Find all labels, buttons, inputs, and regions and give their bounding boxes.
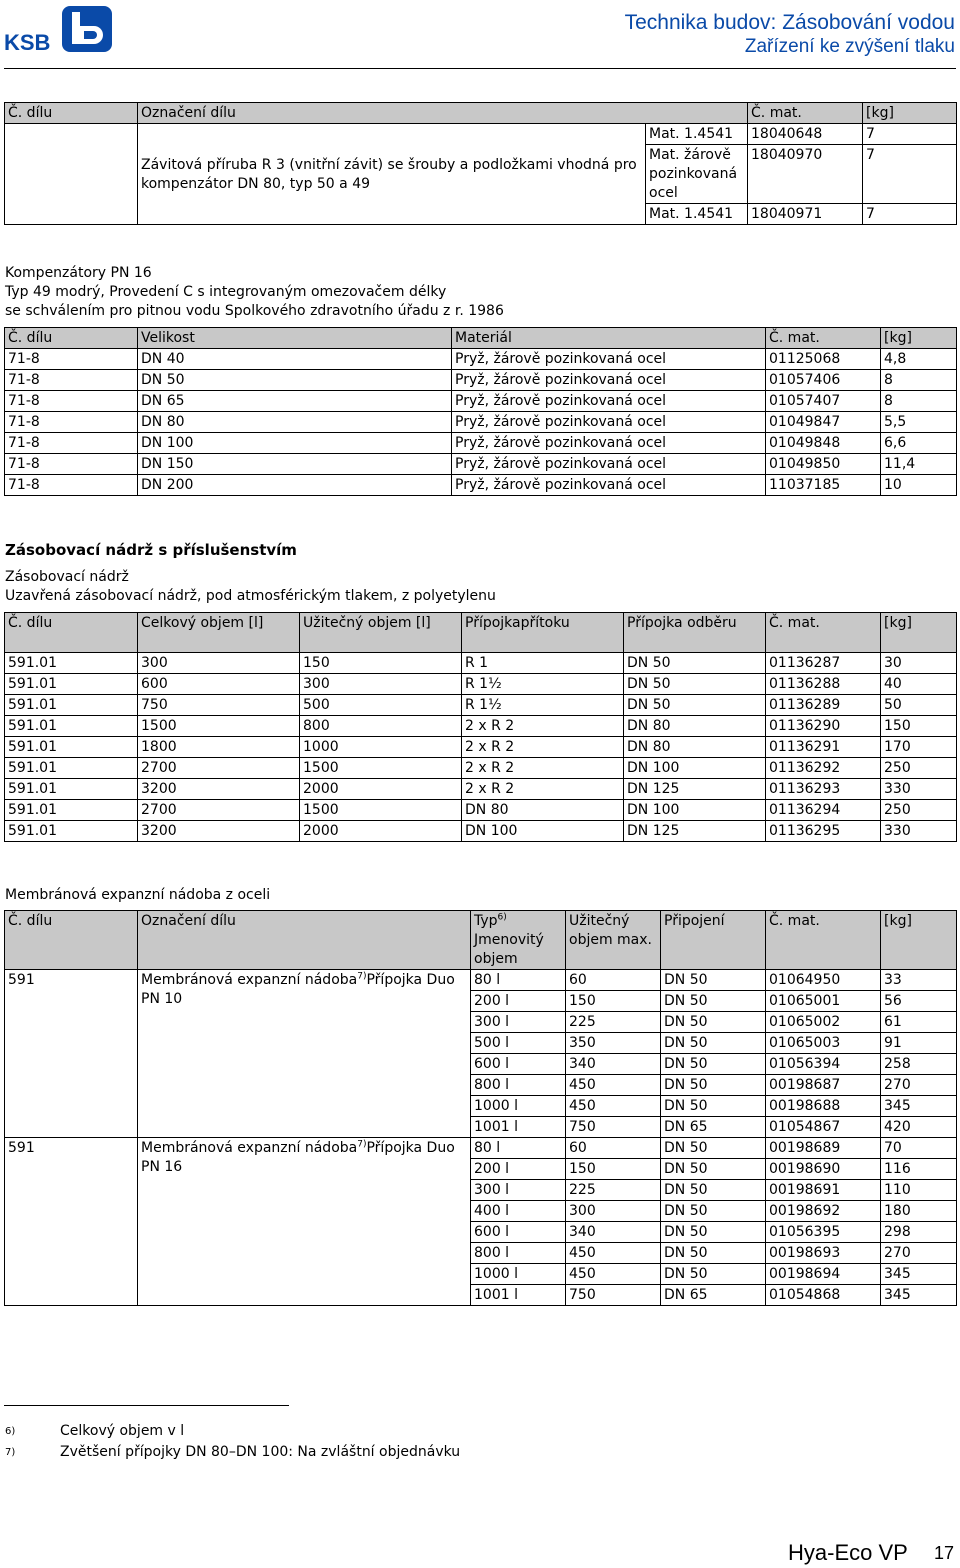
cell: DN 80 (624, 716, 766, 737)
col-header-useful-volume: Užitečný objem max. (566, 911, 661, 970)
cell: 800 l (471, 1075, 566, 1096)
cell: 2 x R 2 (462, 779, 624, 800)
cell: 591.01 (5, 695, 138, 716)
material-cell: Mat. žárově pozinkovaná ocel (646, 145, 748, 204)
cell: Pryž, žárově pozinkovaná ocel (452, 349, 766, 370)
col-header-connection: Připojení (661, 911, 766, 970)
col-header-size: Velikost (138, 328, 452, 349)
cell: DN 50 (138, 370, 452, 391)
cell: 01136293 (766, 779, 881, 800)
kg-cell: 7 (863, 145, 957, 204)
cell: 01064950 (766, 970, 881, 991)
cell: 340 (566, 1222, 661, 1243)
cell: 1500 (300, 758, 462, 779)
cell: 30 (881, 653, 957, 674)
cell: DN 50 (661, 1054, 766, 1075)
table-row (5, 391, 957, 412)
compensator-intro-1: Kompenzátory PN 16 (5, 265, 152, 281)
cell: 298 (881, 1222, 957, 1243)
col-header-kg: [kg] (881, 328, 957, 349)
cell: 1000 l (471, 1264, 566, 1285)
tank-description: Uzavřená zásobovací nádrž, pod atmosférickým tlakem, z polyetylenu (5, 588, 496, 604)
compensator-intro-2: Typ 49 modrý, Provedení C s integrovaným omezovačem délky (5, 284, 447, 300)
part-description: Závitová příruba R 3 (vnitřní závit) se šrouby a podložkami vhodná pro kompenzátor DN 80, typ 50 a 49 (138, 124, 646, 225)
cell: 1800 (138, 737, 300, 758)
cell: DN 50 (661, 991, 766, 1012)
cell: 01054867 (766, 1117, 881, 1138)
cell: DN 50 (661, 1264, 766, 1285)
cell: 800 (300, 716, 462, 737)
cell: 71-8 (5, 412, 138, 433)
col-header-mat-no: Č. mat. (766, 328, 881, 349)
part-number-cell: 591 (5, 1138, 138, 1306)
cell: DN 50 (661, 1201, 766, 1222)
col-header-designation: Označení dílu (138, 103, 748, 124)
designation-cell: Membránová expanzní nádoba$^{7)}$Přípojka Duo PN 16 (138, 1138, 471, 1306)
table-row (5, 433, 957, 454)
cell: 2700 (138, 758, 300, 779)
cell: R 1 (462, 653, 624, 674)
cell: 80 l (471, 970, 566, 991)
cell: 10 (881, 475, 957, 496)
table-row (5, 412, 957, 433)
cell: DN 150 (138, 454, 452, 475)
cell: 750 (138, 695, 300, 716)
cell: 40 (881, 674, 957, 695)
cell: 200 l (471, 991, 566, 1012)
cell: 345 (881, 1285, 957, 1306)
material-cell: Mat. 1.4541 (646, 204, 748, 225)
mat-no-cell: 18040970 (748, 145, 863, 204)
cell: 71-8 (5, 454, 138, 475)
cell: 420 (881, 1117, 957, 1138)
cell: 01049847 (766, 412, 881, 433)
cell: DN 50 (661, 1222, 766, 1243)
col-header-type: Typ$^{6)}$ Jmenovitý objem (471, 911, 566, 970)
cell: 71-8 (5, 475, 138, 496)
cell: 2 x R 2 (462, 716, 624, 737)
cell: 2 x R 2 (462, 737, 624, 758)
cell: 2700 (138, 800, 300, 821)
cell: 591.01 (5, 737, 138, 758)
cell: 591.01 (5, 800, 138, 821)
cell: DN 50 (624, 653, 766, 674)
table-header-row (5, 328, 957, 349)
cell: 1001 l (471, 1117, 566, 1138)
cell: DN 80 (462, 800, 624, 821)
cell: 450 (566, 1243, 661, 1264)
cell: DN 100 (462, 821, 624, 842)
cell: DN 50 (661, 1012, 766, 1033)
cell: 71-8 (5, 391, 138, 412)
table-row (5, 349, 957, 370)
cell: 330 (881, 779, 957, 800)
table-row (5, 1138, 957, 1159)
cell: 600 (138, 674, 300, 695)
cell: DN 50 (661, 1180, 766, 1201)
cell: 01136290 (766, 716, 881, 737)
cell: 5,5 (881, 412, 957, 433)
cell: 258 (881, 1054, 957, 1075)
cell: 450 (566, 1264, 661, 1285)
cell: Pryž, žárově pozinkovaná ocel (452, 475, 766, 496)
table-row (5, 779, 957, 800)
cell: 591.01 (5, 653, 138, 674)
table-header-row (5, 911, 957, 970)
ksb-logo-icon (60, 4, 114, 54)
page-number: 17 (934, 1543, 955, 1563)
cell: Pryž, žárově pozinkovaná ocel (452, 391, 766, 412)
cell: 1500 (138, 716, 300, 737)
cell: 750 (566, 1117, 661, 1138)
vessel-table (4, 910, 957, 1306)
cell: 1000 (300, 737, 462, 758)
cell: 600 l (471, 1222, 566, 1243)
section-title-tank: Zásobovací nádrž s příslušenstvím (5, 541, 297, 559)
cell: 01136295 (766, 821, 881, 842)
cell: 150 (300, 653, 462, 674)
cell: 300 (138, 653, 300, 674)
footnote-divider (4, 1405, 289, 1406)
table-row (5, 758, 957, 779)
tank-table (4, 612, 957, 842)
cell: DN 50 (661, 1138, 766, 1159)
cell: 71-8 (5, 349, 138, 370)
cell: 591.01 (5, 674, 138, 695)
document-subtitle: Zařízení ke zvýšení tlaku (744, 36, 955, 57)
cell: 60 (566, 1138, 661, 1159)
cell: 71-8 (5, 433, 138, 454)
cell: 500 l (471, 1033, 566, 1054)
col-header-designation: Označení dílu (138, 911, 471, 970)
cell: 340 (566, 1054, 661, 1075)
cell: 116 (881, 1159, 957, 1180)
cell: 2000 (300, 821, 462, 842)
cell: 500 (300, 695, 462, 716)
cell: 300 (566, 1201, 661, 1222)
cell: Pryž, žárově pozinkovaná ocel (452, 412, 766, 433)
cell: 01136288 (766, 674, 881, 695)
cell: 01125068 (766, 349, 881, 370)
cell: DN 100 (138, 433, 452, 454)
cell: 2000 (300, 779, 462, 800)
cell: DN 200 (138, 475, 452, 496)
cell: DN 50 (661, 1243, 766, 1264)
cell: DN 125 (624, 779, 766, 800)
cell: 150 (566, 991, 661, 1012)
cell: 8 (881, 391, 957, 412)
cell: 225 (566, 1180, 661, 1201)
cell: 800 l (471, 1243, 566, 1264)
cell: DN 50 (661, 1075, 766, 1096)
col-header-mat-no: Č. mat. (748, 103, 863, 124)
cell: 01056395 (766, 1222, 881, 1243)
cell: 1500 (300, 800, 462, 821)
cell: 250 (881, 800, 957, 821)
cell: 01049850 (766, 454, 881, 475)
cell: 71-8 (5, 370, 138, 391)
flange-table (4, 102, 957, 225)
footnote-6: 6) Celkový objem v l (5, 1423, 185, 1439)
cell: 300 l (471, 1012, 566, 1033)
col-header-part: Č. dílu (5, 911, 138, 970)
cell: 1000 l (471, 1096, 566, 1117)
table-row (5, 370, 957, 391)
cell: 250 (881, 758, 957, 779)
cell: DN 50 (624, 674, 766, 695)
cell: 80 l (471, 1138, 566, 1159)
mat-no-cell: 18040648 (748, 124, 863, 145)
cell: 200 l (471, 1159, 566, 1180)
table-header-row (5, 613, 957, 653)
cell: DN 125 (624, 821, 766, 842)
cell: 170 (881, 737, 957, 758)
cell: DN 65 (661, 1117, 766, 1138)
cell: 6,6 (881, 433, 957, 454)
cell: 591.01 (5, 716, 138, 737)
cell: 1001 l (471, 1285, 566, 1306)
header-divider (4, 68, 956, 69)
cell: 225 (566, 1012, 661, 1033)
cell: 56 (881, 991, 957, 1012)
cell: DN 65 (661, 1285, 766, 1306)
cell: 33 (881, 970, 957, 991)
cell: 01065001 (766, 991, 881, 1012)
cell: 8 (881, 370, 957, 391)
cell: 150 (566, 1159, 661, 1180)
cell: 750 (566, 1285, 661, 1306)
table-row (5, 475, 957, 496)
material-cell: Mat. 1.4541 (646, 124, 748, 145)
tank-subtitle: Zásobovací nádrž (5, 569, 129, 585)
cell: Pryž, žárově pozinkovaná ocel (452, 433, 766, 454)
col-header-inlet: Přípojkapřítoku (462, 613, 624, 653)
cell: DN 50 (661, 1033, 766, 1054)
table-row (5, 800, 957, 821)
table-row (5, 716, 957, 737)
mat-no-cell: 18040971 (748, 204, 863, 225)
compensator-intro-3: se schválením pro pitnou vodu Spolkového zdravotního úřadu z r. 1986 (5, 303, 504, 319)
cell: 110 (881, 1180, 957, 1201)
table-row (5, 674, 957, 695)
cell: 00198689 (766, 1138, 881, 1159)
cell: 50 (881, 695, 957, 716)
cell: DN 50 (661, 1096, 766, 1117)
cell: 01056394 (766, 1054, 881, 1075)
col-header-mat-no: Č. mat. (766, 911, 881, 970)
cell: 300 (300, 674, 462, 695)
cell: Pryž, žárově pozinkovaná ocel (452, 454, 766, 475)
cell: 270 (881, 1243, 957, 1264)
cell: 00198692 (766, 1201, 881, 1222)
col-header-kg: [kg] (881, 911, 957, 970)
vessel-table-body (5, 970, 957, 1306)
cell: 3200 (138, 821, 300, 842)
cell: 11037185 (766, 475, 881, 496)
col-header-part: Č. dílu (5, 103, 138, 124)
cell: 01136289 (766, 695, 881, 716)
cell: R 1½ (462, 674, 624, 695)
cell: 00198690 (766, 1159, 881, 1180)
cell: 01136287 (766, 653, 881, 674)
cell: 591.01 (5, 779, 138, 800)
vessel-title: Membránová expanzní nádoba z oceli (5, 887, 271, 903)
col-header-part: Č. dílu (5, 613, 138, 653)
table-header-row (5, 103, 957, 124)
cell: 61 (881, 1012, 957, 1033)
col-header-material: Materiál (452, 328, 766, 349)
cell: 180 (881, 1201, 957, 1222)
table-row (5, 695, 957, 716)
cell: DN 65 (138, 391, 452, 412)
cell: 4,8 (881, 349, 957, 370)
cell: 01054868 (766, 1285, 881, 1306)
cell: R 1½ (462, 695, 624, 716)
cell: 60 (566, 970, 661, 991)
table-row (5, 970, 957, 991)
cell: 01136294 (766, 800, 881, 821)
cell: 00198687 (766, 1075, 881, 1096)
cell: 450 (566, 1096, 661, 1117)
cell: 00198693 (766, 1243, 881, 1264)
cell: 300 l (471, 1180, 566, 1201)
cell: 01049848 (766, 433, 881, 454)
cell: 270 (881, 1075, 957, 1096)
cell: 2 x R 2 (462, 758, 624, 779)
cell: DN 50 (624, 695, 766, 716)
cell: 01136292 (766, 758, 881, 779)
kg-cell: 7 (863, 124, 957, 145)
cell: 01065002 (766, 1012, 881, 1033)
cell: 400 l (471, 1201, 566, 1222)
cell: 3200 (138, 779, 300, 800)
cell: Pryž, žárově pozinkovaná ocel (452, 370, 766, 391)
footer-product: Hya-Eco VP (788, 1540, 908, 1565)
col-header-total-volume: Celkový objem [l] (138, 613, 300, 653)
cell: 91 (881, 1033, 957, 1054)
cell: 01065003 (766, 1033, 881, 1054)
col-header-kg: [kg] (863, 103, 957, 124)
cell: 350 (566, 1033, 661, 1054)
cell: DN 40 (138, 349, 452, 370)
cell: 01136291 (766, 737, 881, 758)
cell: 345 (881, 1264, 957, 1285)
footnote-7: 7) Zvětšení přípojky DN 80–DN 100: Na zvláštní objednávku (5, 1444, 461, 1460)
cell: 00198688 (766, 1096, 881, 1117)
brand-logo-text: KSB (4, 30, 51, 55)
cell: DN 80 (138, 412, 452, 433)
table-row (5, 124, 957, 145)
cell: 450 (566, 1075, 661, 1096)
document-title: Technika budov: Zásobování vodou (624, 11, 955, 34)
cell: 01057407 (766, 391, 881, 412)
col-header-mat-no: Č. mat. (766, 613, 881, 653)
compensator-table (4, 327, 957, 496)
col-header-part: Č. dílu (5, 328, 138, 349)
table-row (5, 821, 957, 842)
cell: 00198691 (766, 1180, 881, 1201)
cell: 345 (881, 1096, 957, 1117)
part-number-cell: 591 (5, 970, 138, 1138)
cell: DN 80 (624, 737, 766, 758)
designation-cell: Membránová expanzní nádoba$^{7)}$Přípojka Duo PN 10 (138, 970, 471, 1138)
col-header-kg: [kg] (881, 613, 957, 653)
table-row (5, 653, 957, 674)
kg-cell: 7 (863, 204, 957, 225)
cell: DN 50 (661, 970, 766, 991)
cell: 70 (881, 1138, 957, 1159)
col-header-useful-volume: Užitečný objem [l] (300, 613, 462, 653)
cell: 150 (881, 716, 957, 737)
cell: DN 100 (624, 758, 766, 779)
cell: DN 50 (661, 1159, 766, 1180)
col-header-outlet: Přípojka odběru (624, 613, 766, 653)
cell: DN 100 (624, 800, 766, 821)
cell: 01057406 (766, 370, 881, 391)
cell: 330 (881, 821, 957, 842)
table-row (5, 737, 957, 758)
cell: 11,4 (881, 454, 957, 475)
table-row (5, 454, 957, 475)
cell: 591.01 (5, 758, 138, 779)
cell: 591.01 (5, 821, 138, 842)
cell: 600 l (471, 1054, 566, 1075)
cell: 00198694 (766, 1264, 881, 1285)
